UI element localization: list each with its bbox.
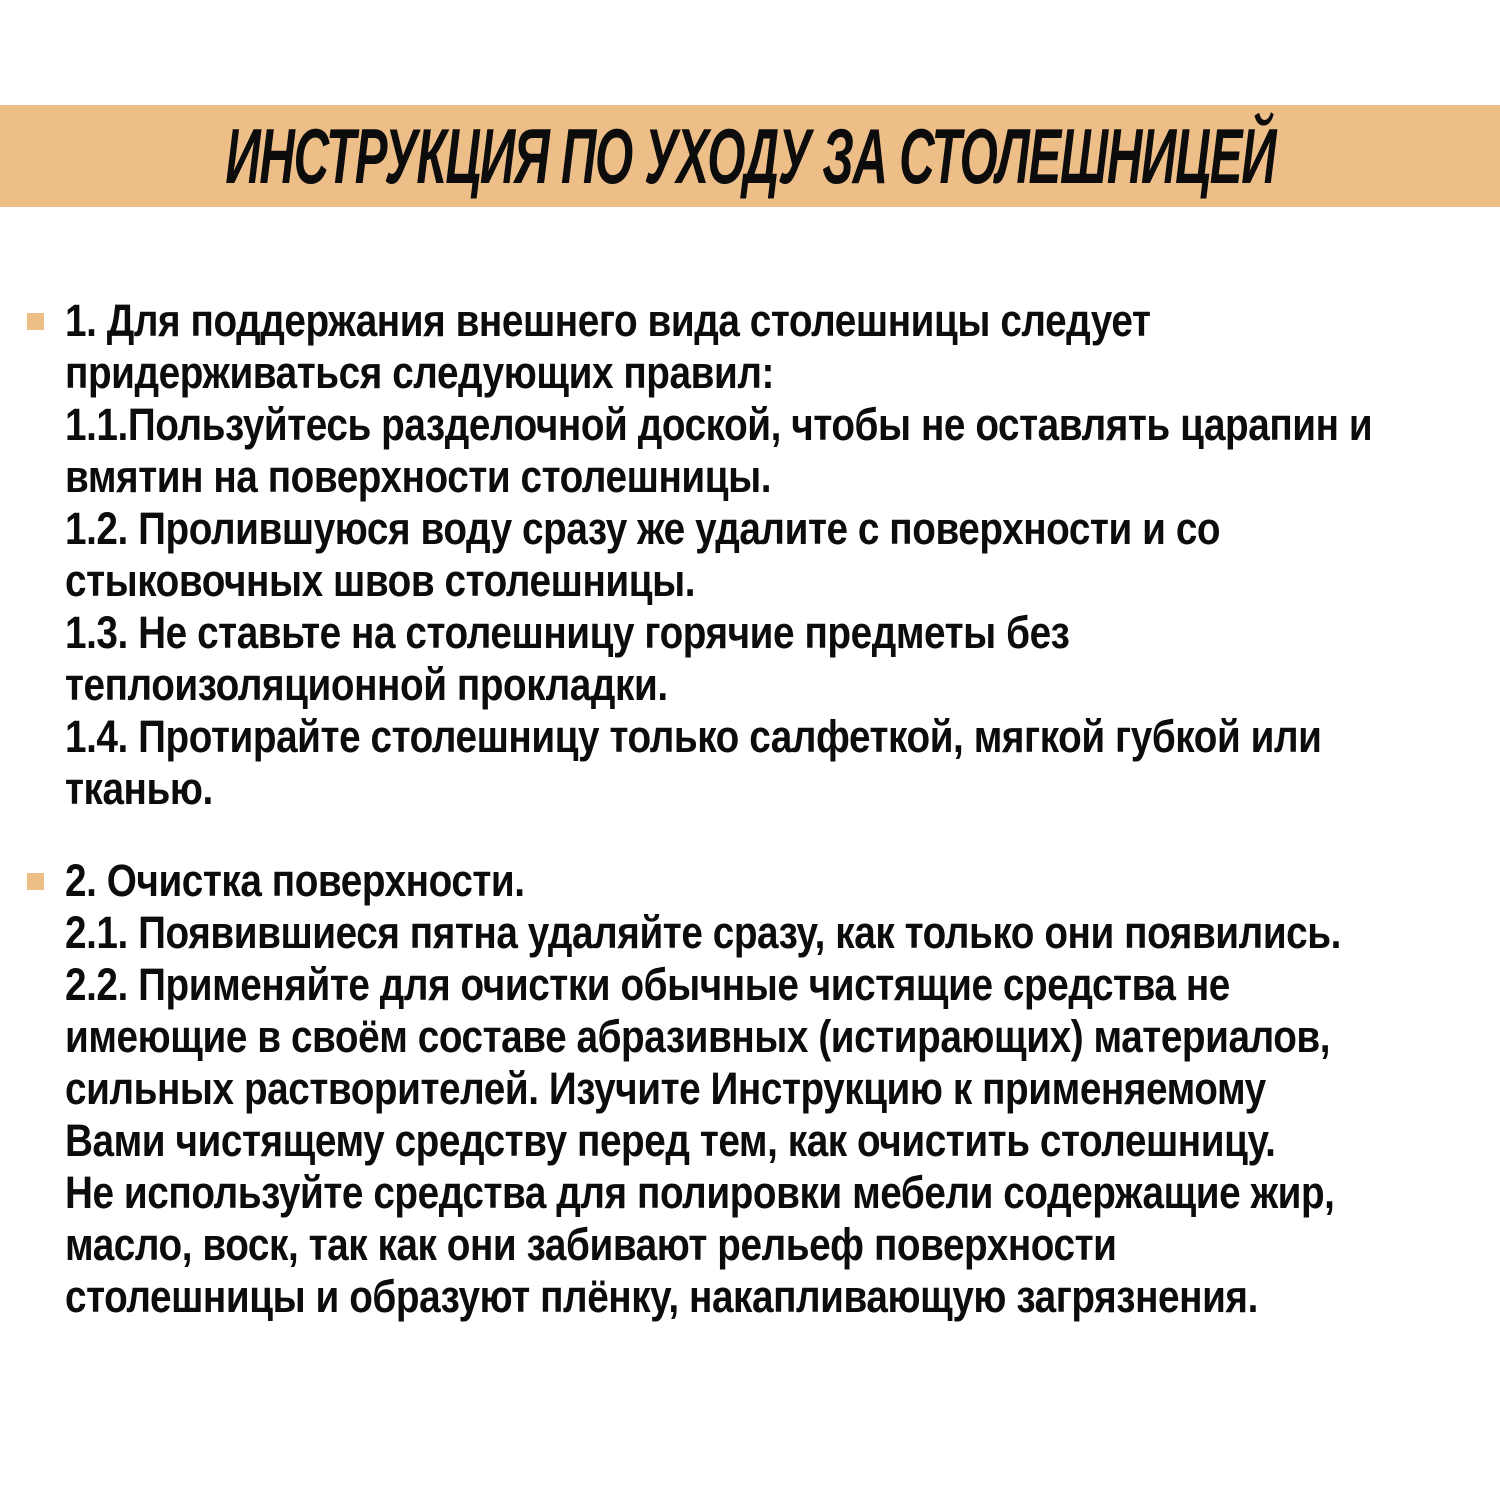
square-bullet-icon bbox=[27, 873, 44, 890]
text-line: тканью. bbox=[65, 763, 213, 814]
square-bullet-icon bbox=[27, 313, 44, 330]
section-surface-cleaning-text bbox=[65, 855, 1500, 1323]
text-line: столешницы и образуют плёнку, накапливающую загрязнения. bbox=[65, 1271, 1258, 1322]
text-line: вмятин на поверхности столешницы. bbox=[65, 451, 772, 502]
text-line: масло, воск, так как они забивают рельеф поверхности bbox=[65, 1219, 1117, 1270]
text-line: 1.1.Пользуйтесь разделочной доской, чтобы не оставлять царапин и bbox=[65, 399, 1373, 450]
text-line: 1.2. Пролившуюся воду сразу же удалите с поверхности и со bbox=[65, 503, 1221, 554]
text-line: теплоизоляционной прокладки. bbox=[65, 659, 668, 710]
page-title: ИНСТРУКЦИЯ ПО УХОДУ ЗА СТОЛЕШНИЦЕЙ bbox=[225, 111, 1275, 200]
text-line: 2.2. Применяйте для очистки обычные чистящие средства не bbox=[65, 959, 1230, 1010]
text-line: сильных растворителей. Изучите Инструкцию к применяемому bbox=[65, 1063, 1266, 1114]
text-line: 2. Очистка поверхности. bbox=[65, 855, 525, 906]
text-line: имеющие в своём составе абразивных (истирающих) материалов, bbox=[65, 1011, 1331, 1062]
text-line: Вами чистящему средству перед тем, как очистить столешницу. bbox=[65, 1115, 1276, 1166]
section-care-rules bbox=[27, 295, 1500, 815]
section-care-rules-text bbox=[65, 295, 1500, 815]
text-line: стыковочных швов столешницы. bbox=[65, 555, 696, 606]
text-line: Не используйте средства для полировки мебели содержащие жир, bbox=[65, 1167, 1335, 1218]
text-line: придерживаться следующих правил: bbox=[65, 347, 774, 398]
text-line: 1. Для поддержания внешнего вида столешницы следует bbox=[65, 295, 1151, 346]
text-line: 1.3. Не ставьте на столешницу горячие предметы без bbox=[65, 607, 1070, 658]
text-line: 1.4. Протирайте столешницу только салфеткой, мягкой губкой или bbox=[65, 711, 1322, 762]
section-surface-cleaning bbox=[27, 855, 1500, 1323]
text-line: 2.1. Появившиеся пятна удаляйте сразу, как только они появились. bbox=[65, 907, 1341, 958]
title-banner bbox=[0, 105, 1500, 207]
